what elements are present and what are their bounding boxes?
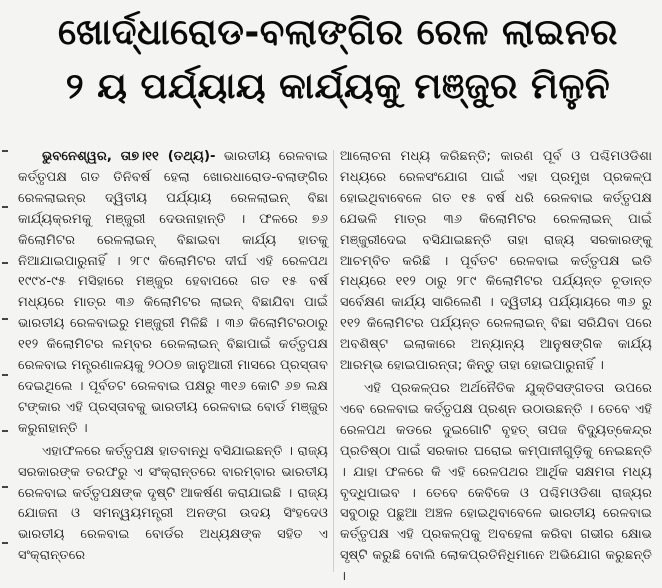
adjacent-column-edge	[0, 0, 14, 577]
article-paragraph: ଏହାଫଳରେ କର୍ତ୍ତୃପକ୍ଷ ହାତବାନ୍ଧି ବସିଯାଇଛନ୍ତି । ରାଜ୍ୟ ସରକାରଙ୍କ ତରଫରୁ ଏ ସଂକ୍ରାନ୍ତରେ ବାରମ୍ବାର ଭାରତୀୟ ରେଳବାଇ କର୍ତ୍ତୃପକ୍ଷଙ୍କ ଦୃଷ୍ଟି ଆକର୍ଷଣ କରାଯାଇଛି । ରାଜ୍ୟ ଯୋଜନା ଓ ସମନ୍ୱୟମନ୍ତ୍ରୀ ଅନଙ୍ଗ ଉଦୟ ସିଂହଦେଓ ଭାରତୀୟ ରେଳବାଇ ବୋର୍ଡର ଅଧ୍ୟକ୍ଷଙ୍କ ସହିତ ଏ ସଂକ୍ରାନ୍ତରେ	[18, 443, 328, 564]
headline-line-2: ୨ ୟ ପର୍ଯ୍ୟାୟ କାର୍ଯ୍ୟକୁ ମଞ୍ଜୁର ମିଳୁନି	[65, 66, 611, 107]
article-column-left	[18, 147, 328, 575]
article-paragraph: ଆଲୋଚନା ମଧ୍ୟ କରିଛନ୍ତି; କାରଣ ପୂର୍ବ ଓ ପଶ୍ଚିମଓଡିଶା ମଧ୍ୟରେ ରେଳସଂଯୋଗ ପାଇଁ ଏହା ପ୍ରମୁଖ ପ୍ରକଳ୍ପ ହୋଇଥିବାବେଳେ ଗତ ୧୫ ବର୍ଷ ଧରି ରେଳବାଇ କର୍ତ୍ତୃପକ୍ଷ ଯେଭଳି ମାତ୍ର ୩୬ କିଲୋମିଟର ରେଳଲାଇନ୍ ପାଇଁ ମଞ୍ଜୁରୀଦେଇ ବସିଯାଇଛନ୍ତି ତାହା ରାଜ୍ୟ ସରକାରଙ୍କୁ ଆଚମ୍ବିତ କରିଛି । ପୂର୍ବତଟ ରେଳବାଇ କର୍ତ୍ତୃପକ୍ଷ ଇତି ମଧ୍ୟରେ ୧୧୨ ଠାରୁ ୨୮୯ କିଲୋମିଟର ପର୍ଯ୍ୟନ୍ତ ଚୂଡାନ୍ତ ସର୍ବେକ୍ଷଣ କାର୍ଯ୍ୟ ସାରିଲେଣି । ଦ୍ୱିତୀୟ ପର୍ଯ୍ୟାୟରେ ୩୬ ରୁ ୧୧୨ କିଲୋମିଟର ପର୍ଯ୍ୟନ୍ତ ରେଳଲାଇନ୍ ବିଛା ସରିଯିବା ପରେ ଅବଶିଷ୍ଟ ଇଲାକାରେ ଅନ୍ୟାନ୍ୟ ଆନୁଷଙ୍ଗିକ କାର୍ଯ୍ୟ ଆରମ୍ଭ ହୋଇପାରନ୍ତା; କିନ୍ତୁ ତାହା ହୋଇପାରୁନାହିଁ ।	[340, 149, 652, 374]
article-paragraph	[18, 147, 328, 440]
dateline: ଭୁବନେଶ୍ୱର, ତା୭।୧୧ (ତଥ୍ୟ)-	[42, 149, 216, 164]
paragraph-text: ଭାରତୀୟ ରେଳବାଇ କର୍ତ୍ତୃପକ୍ଷ ଗତ ତିନିବର୍ଷ ହେଲା ଖୋରଧାରୋଡ-ବଲାଙ୍ଗିର ରେଳଲାଇନ୍‌ର ଦ୍ୱିତୀୟ ପର୍ଯ୍ୟାୟ ରେଳଲାଇନ୍ ବିଛା କାର୍ଯ୍ୟକ୍ରମକୁ ମଞ୍ଜୁରୀ ଦେଉନାହାନ୍ତି । ଫଳରେ ୭୬ କିଲୋମିଟର ରେଳଲାଇନ୍ ବିଛାଇବା କାର୍ଯ୍ୟ ହାତକୁ ନିଆଯାଇପାରୁନାହିଁ । ୨୮୯ କିଲୋମିଟର ଦୀର୍ଘ ଏହି ରେଳପଥ ୧୯୯୪-୯୫ ମସିହାରେ ମଞ୍ଜୁର ହେବାପରେ ଗତ ୧୫ ବର୍ଷ ମଧ୍ୟରେ ମାତ୍ର ୩୬ କିଲୋମିଟର ଲାଇନ୍ ବିଛାଯିବା ପାଇଁ ଭାରତୀୟ ରେଳବାଇରୁ ମଞ୍ଜୁରୀ ମିଳିଛି । ୩୬ କିଲୋମିଟରଠାରୁ ୧୧୨ କିଲୋମିଟର ଲମ୍ବର ରେଳଲାଇନ୍ ବିଛାପାଇଁ କର୍ତ୍ତୃପକ୍ଷ ରେଳବାଇ ମନ୍ତ୍ରଣାଳୟକୁ ୨୦୦୭ ଜାନୁଆରୀ ମାସରେ ପ୍ରସ୍ତାବ ଦେଇଥିଲେ । ପୂର୍ବତଟ ରେଳବାଇ ପକ୍ଷରୁ ୩୧୬ କୋଟି ୬୭ ଲକ୍ଷ ଟଙ୍କାର ଏହି ପ୍ରସ୍ତାବକୁ ଭାରତୀୟ ରେଳବାଇ ବୋର୍ଡ ମଞ୍ଜୁର କରୁନାହାନ୍ତି ।	[18, 149, 328, 436]
headline	[16, 6, 660, 114]
column-divider	[333, 150, 334, 572]
article-column-right	[340, 147, 652, 585]
article-paragraph: ଏହି ପ୍ରକଳ୍ପର ଅର୍ଥନୈତିକ ଯୁକ୍ତିସଙ୍ଗତତା ଉପରେ ଏବେ ରେଳବାଇ କର୍ତ୍ତୃପକ୍ଷ ପ୍ରଶ୍ନ ଉଠାଉଛନ୍ତି । ତେବେ ଏହି ରେଳପଥ କଡରେ ଦୁଇଗୋଟି ବୃହତ୍ ତାପଜ ବିଦ୍ୟୁତ୍‌କେନ୍ଦ୍ର ପ୍ରତିଷ୍ଠା ପାଇଁ ସରକାର ଘରୋଇ କମ୍ପାନୀଗୁଡ଼ିକୁ ନେଇଛନ୍ତି । ଯାହା ଫଳରେ କି ଏହି ରେଳପଥର ଆର୍ଥିକ ସକ୍ଷମତା ମଧ୍ୟ ବୃଦ୍ଧିପାଇବ । ତେବେ କେବିକେ ଓ ପଶ୍ଚିମଓଡିଶା ରାଜ୍ୟର ସବୁଠାରୁ ପଛୁଆ ଅଞ୍ଚଳ ହୋଇଥିବାବେଳେ ଭାରତୀୟ ରେଳବାଇ କର୍ତ୍ତୃପକ୍ଷ ଏହି ପ୍ରକଳ୍ପକୁ ଅବହେଳା କରିବା ଗଭୀର କ୍ଷୋଭ ସୃଷ୍ଟି କରୁଛି ବୋଲି ଲୋକପ୍ରତିନିଧିମାନେ ଅଭିଯୋଗ କରୁଛନ୍ତି ।	[340, 380, 652, 585]
headline-line-1: ଖୋର୍ଦ୍ଧାରୋଡ-ବଲାଙ୍ଗିର ରେଳ ଲାଇନର	[58, 12, 618, 53]
